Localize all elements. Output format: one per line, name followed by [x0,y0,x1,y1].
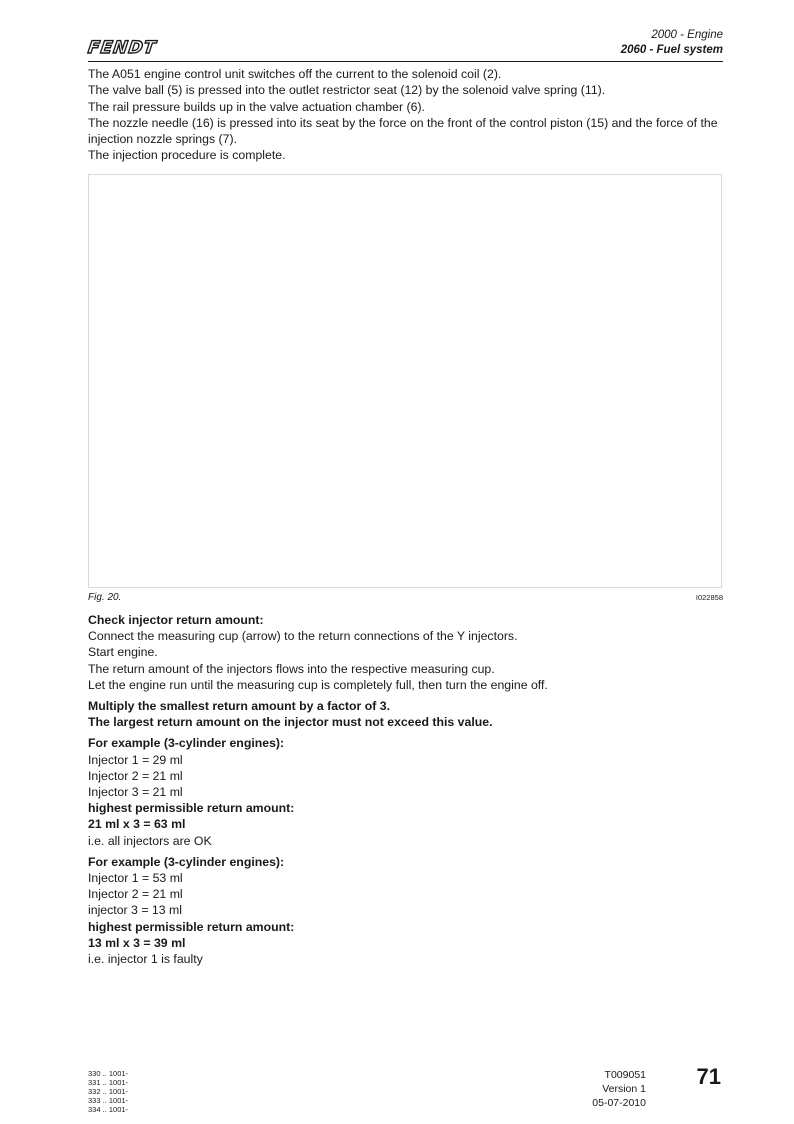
figure-caption: Fig. 20. [88,592,122,603]
doc-date: 05-07-2010 [592,1097,646,1109]
serial-range: 330 .. 1001- [88,1069,129,1078]
example-2-title: For example (3-cylinder engines): [88,854,285,869]
example-1-calc: 21 ml x 3 = 63 ml [88,817,186,832]
check-procedure [88,612,728,967]
serial-range: 333 .. 1001- [88,1096,129,1105]
doc-version: Version 1 [602,1083,646,1095]
fendt-logo: FENDT [86,38,158,58]
example-2-injector: Injector 1 = 53 ml [88,871,183,886]
example-1-injector: Injector 3 = 21 ml [88,785,183,800]
intro-line: The A051 engine control unit switches off the current to the solenoid coil (2). [88,67,502,81]
serial-range: 332 .. 1001- [88,1087,129,1096]
rule-line: The largest return amount on the injector must not exceed this value. [88,715,493,730]
intro-line: The injection procedure is complete. [88,148,286,163]
footer-serial-list [88,1069,128,1114]
intro-line: The valve ball (5) is pressed into the outlet restrictor seat (12) by the solenoid valve spring (11). [88,83,606,98]
header-section: 2060 - Fuel system [620,44,723,56]
example-2-limit-label: highest permissible return amount: [88,919,295,934]
header-chapter: 2000 - Engine [651,29,723,41]
footer-doc-info [592,1068,646,1110]
intro-text [88,66,728,164]
check-line: Let the engine run until the measuring cup is completely full, then turn the engine off. [88,677,548,692]
header-rule [88,61,723,62]
example-1-injector: Injector 1 = 29 ml [88,752,183,767]
intro-line: The rail pressure builds up in the valve actuation chamber (6). [88,99,425,114]
doc-number: T009051 [604,1069,646,1081]
check-line: Connect the measuring cup (arrow) to the return connections of the Y injectors. [88,629,518,644]
example-1-limit-label: highest permissible return amount: [88,801,295,816]
page-number: 71 [696,1064,721,1089]
example-2-injector: Injector 2 = 21 ml [88,887,183,902]
intro-line: The nozzle needle (16) is pressed into its seat by the force on the front of the control piston (15) and the force of the injection nozzle springs (7). [88,115,718,147]
rule-line: Multiply the smallest return amount by a factor of 3. [88,699,391,714]
serial-range: 331 .. 1001- [88,1078,129,1087]
example-1-result: i.e. all injectors are OK [88,833,212,848]
check-line: The return amount of the injectors flows into the respective measuring cup. [88,661,495,676]
serial-range: 334 .. 1001- [88,1105,129,1114]
example-2-calc: 13 ml x 3 = 39 ml [88,935,186,950]
example-1-injector: Injector 2 = 21 ml [88,768,183,783]
figure-code: I022858 [695,593,723,602]
figure-image-area [88,174,722,588]
example-2-result: i.e. injector 1 is faulty [88,952,203,967]
check-title: Check injector return amount: [88,613,264,627]
example-1-title: For example (3-cylinder engines): [88,736,285,751]
check-line: Start engine. [88,645,158,660]
example-2-injector: injector 3 = 13 ml [88,903,182,918]
